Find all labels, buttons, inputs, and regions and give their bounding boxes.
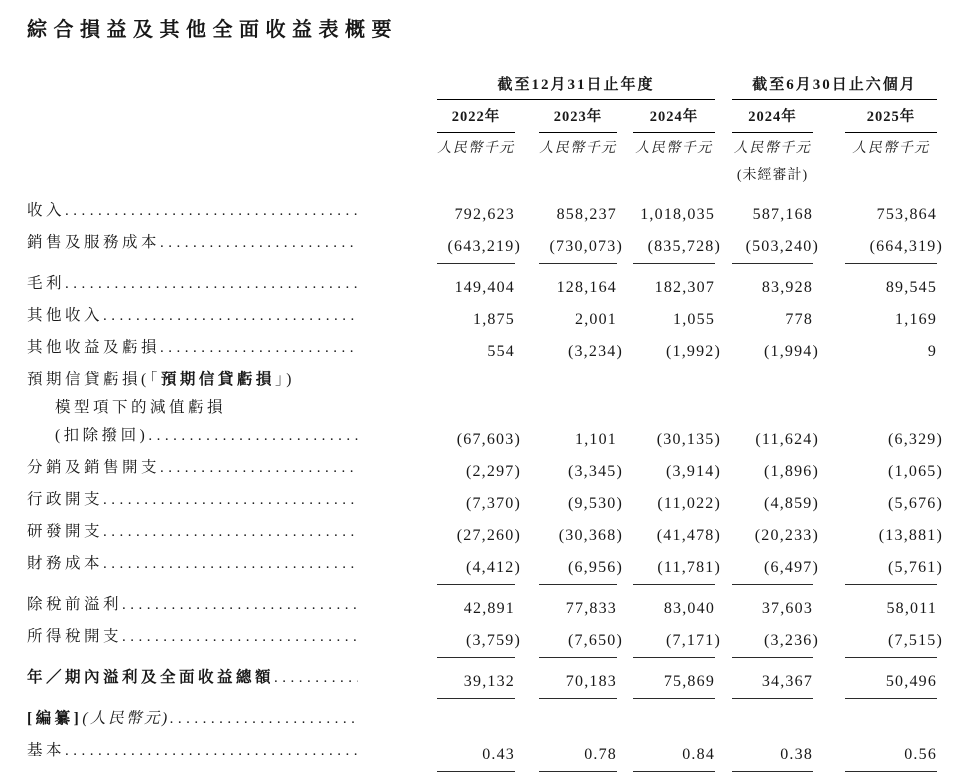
horizontal-rule (732, 263, 813, 264)
cell-value: 0.84 (682, 746, 716, 763)
row-finance-costs (27, 550, 937, 582)
cell-value: (643,219) (447, 238, 521, 255)
cell-value: (3,234) (567, 343, 623, 360)
cell-value: 75,869 (663, 673, 716, 690)
col-header-2022: 2022年 (437, 105, 515, 133)
cell-value: (3,914) (665, 463, 722, 480)
cell-value: (11,022) (657, 495, 722, 512)
unit-label: 人民幣千元 (733, 141, 812, 156)
horizontal-rule (845, 584, 937, 585)
row-label: 分銷及銷售開支 (27, 459, 161, 476)
cell-value: 1,055 (673, 311, 716, 328)
section-rule-row (27, 769, 937, 776)
cell-value: (30,135) (656, 431, 722, 448)
cell-value: (1,994) (763, 343, 820, 360)
cell-value: (2,297) (465, 463, 521, 480)
cell-value: (20,233) (754, 527, 820, 544)
cell-value: (7,370) (465, 495, 521, 512)
cell-value: 587,168 (752, 206, 814, 223)
dot-leader (65, 203, 358, 220)
row-cost-of-sales-and-services (27, 229, 937, 261)
cell-value: (1,896) (763, 463, 820, 480)
col-header-2024: 2024年 (633, 105, 715, 133)
cell-value: (6,329) (887, 431, 944, 448)
row-total-profit-comprehensive-income (27, 664, 937, 696)
unit-label: 人民幣千元 (539, 141, 617, 156)
row-other-income (27, 302, 937, 334)
row-label: 所得稅開支 (27, 628, 123, 645)
cell-value: 0.38 (780, 746, 814, 763)
cell-value: (3,759) (465, 632, 521, 649)
row-other-gains-and-losses (27, 334, 937, 366)
cell-value: (1,065) (887, 463, 944, 480)
cell-value: 554 (487, 343, 515, 360)
row-label: 銷售及服務成本 (27, 234, 161, 251)
cell-value: (41,478) (656, 527, 722, 544)
row-label: 財務成本 (27, 555, 104, 572)
horizontal-rule (437, 771, 515, 772)
cell-value: (835,728) (647, 238, 722, 255)
row-label: (扣除撥回) (55, 427, 149, 444)
income-statement-table (27, 68, 944, 776)
horizontal-rule (732, 657, 813, 658)
cell-value: 0.43 (482, 746, 515, 763)
cell-value: (3,236) (763, 632, 820, 649)
cell-value: 0.78 (584, 746, 617, 763)
unit-label: 人民幣千元 (437, 141, 515, 156)
cell-value: (27,260) (456, 527, 521, 544)
row-label: 其他收益及虧損 (27, 339, 161, 356)
cell-value: (11,624) (755, 431, 820, 448)
dot-leader (160, 340, 358, 357)
horizontal-rule (633, 657, 715, 658)
page-title: 綜合損益及其他全面收益表概要 (27, 19, 398, 41)
row-label: 毛利 (27, 275, 66, 292)
col-header-2024-interim: 2024年 (732, 105, 813, 133)
period-group-header-row (27, 68, 937, 100)
horizontal-rule (633, 771, 715, 772)
horizontal-rule (437, 657, 515, 658)
row-label: 除稅前溢利 (27, 596, 123, 613)
row-label: 收入 (27, 202, 66, 219)
horizontal-rule (732, 771, 813, 772)
cell-value: 58,011 (886, 600, 938, 617)
section-rule-row (27, 696, 937, 705)
horizontal-rule (845, 771, 937, 772)
cell-value: 1,101 (575, 431, 617, 448)
dot-leader (103, 556, 358, 573)
cell-value: 753,864 (876, 206, 938, 223)
cell-value: 0.56 (904, 746, 938, 763)
row-label: 基本 (27, 742, 66, 759)
cell-value: 34,367 (761, 673, 814, 690)
cell-value: 42,891 (463, 600, 515, 617)
horizontal-rule (539, 698, 617, 699)
dot-leader (160, 235, 358, 252)
dot-leader (148, 428, 358, 445)
horizontal-rule (732, 584, 813, 585)
row-label: 研發開支 (27, 523, 104, 540)
dot-leader (274, 670, 358, 687)
row-distribution-selling-expenses (27, 454, 937, 486)
horizontal-rule (732, 698, 813, 699)
cell-value: 83,040 (663, 600, 716, 617)
section-rule-row (27, 261, 937, 270)
cell-value: 1,875 (473, 311, 515, 328)
row-gross-profit (27, 270, 937, 302)
cell-value: 83,928 (761, 279, 814, 296)
dot-leader (65, 743, 358, 760)
section-rule-row (27, 655, 937, 664)
dot-leader (65, 276, 358, 293)
cell-value: (5,676) (887, 495, 944, 512)
row-ecl-impairment (27, 366, 937, 454)
horizontal-rule (633, 584, 715, 585)
row-income-tax-expense (27, 623, 937, 655)
cell-value: (6,956) (567, 559, 623, 576)
cell-value: 182,307 (654, 279, 716, 296)
cell-value: 89,545 (885, 279, 938, 296)
cell-value: 858,237 (556, 206, 617, 223)
cell-value: 9 (927, 343, 938, 360)
cell-value: (7,515) (887, 632, 944, 649)
cell-value: (30,368) (558, 527, 623, 544)
horizontal-rule (539, 657, 617, 658)
dot-leader (160, 460, 358, 477)
dot-leader (103, 492, 358, 509)
col-header-2023: 2023年 (539, 105, 617, 133)
spacer-row (27, 188, 937, 197)
horizontal-rule (845, 263, 937, 264)
dot-leader (122, 597, 358, 614)
cell-value: 149,404 (454, 279, 515, 296)
cell-value: 1,169 (895, 311, 938, 328)
cell-value: 1,018,035 (640, 206, 716, 223)
cell-value: (11,781) (657, 559, 722, 576)
row-label: [編纂](人民幣元) (27, 710, 170, 727)
horizontal-rule (539, 771, 617, 772)
horizontal-rule (633, 698, 715, 699)
cell-value: (4,412) (465, 559, 521, 576)
col-header-2025-interim: 2025年 (845, 105, 937, 133)
cell-value: (664,319) (869, 238, 944, 255)
row-basic-eps (27, 737, 937, 769)
cell-value: (730,073) (549, 238, 623, 255)
dot-leader (103, 308, 358, 325)
row-profit-before-tax (27, 591, 937, 623)
row-label: 行政開支 (27, 491, 104, 508)
cell-value: (67,603) (456, 431, 521, 448)
cell-value: 50,496 (885, 673, 938, 690)
row-rd-expenses (27, 518, 937, 550)
cell-value: (5,761) (887, 559, 944, 576)
unit-label: 人民幣千元 (635, 141, 713, 156)
row-label: 模型項下的減值虧損 (55, 399, 227, 416)
cell-value: (503,240) (745, 238, 820, 255)
cell-value: (7,171) (665, 632, 722, 649)
row-label: 預期信貸虧損(「預期信貸虧損」) (27, 371, 295, 388)
cell-value: 77,833 (565, 600, 617, 617)
unaudited-note-row (27, 161, 937, 188)
section-rule-row (27, 582, 937, 591)
horizontal-rule (845, 657, 937, 658)
horizontal-rule (633, 263, 715, 264)
horizontal-rule (437, 263, 515, 264)
cell-value: 128,164 (556, 279, 617, 296)
cell-value: (9,530) (567, 495, 623, 512)
horizontal-rule (437, 584, 515, 585)
cell-value: 2,001 (575, 311, 617, 328)
row-administrative-expenses (27, 486, 937, 518)
unit-row (27, 133, 937, 161)
cell-value: (13,881) (878, 527, 944, 544)
horizontal-rule (539, 263, 617, 264)
period-group-annual: 截至12月31日止年度 (437, 73, 715, 100)
row-label: 年／期內溢利及全面收益總額 (27, 669, 275, 686)
year-header-row (27, 100, 937, 133)
horizontal-rule (845, 698, 937, 699)
dot-leader (103, 524, 358, 541)
cell-value: 778 (785, 311, 814, 328)
cell-value: (7,650) (567, 632, 623, 649)
cell-value: 792,623 (454, 206, 515, 223)
row-label: 其他收入 (27, 307, 104, 324)
cell-value: (4,859) (763, 495, 820, 512)
cell-value: (1,992) (665, 343, 722, 360)
dot-leader (170, 711, 358, 728)
horizontal-rule (437, 698, 515, 699)
dot-leader (122, 629, 358, 646)
cell-value: 39,132 (463, 673, 515, 690)
period-group-interim: 截至6月30日止六個月 (732, 73, 937, 100)
row-revenue (27, 197, 937, 229)
horizontal-rule (539, 584, 617, 585)
cell-value: (6,497) (763, 559, 820, 576)
cell-value: 70,183 (565, 673, 617, 690)
unaudited-note: (未經審計) (736, 168, 809, 183)
cell-value: 37,603 (761, 600, 814, 617)
cell-value: (3,345) (567, 463, 623, 480)
unit-label: 人民幣千元 (852, 141, 930, 156)
